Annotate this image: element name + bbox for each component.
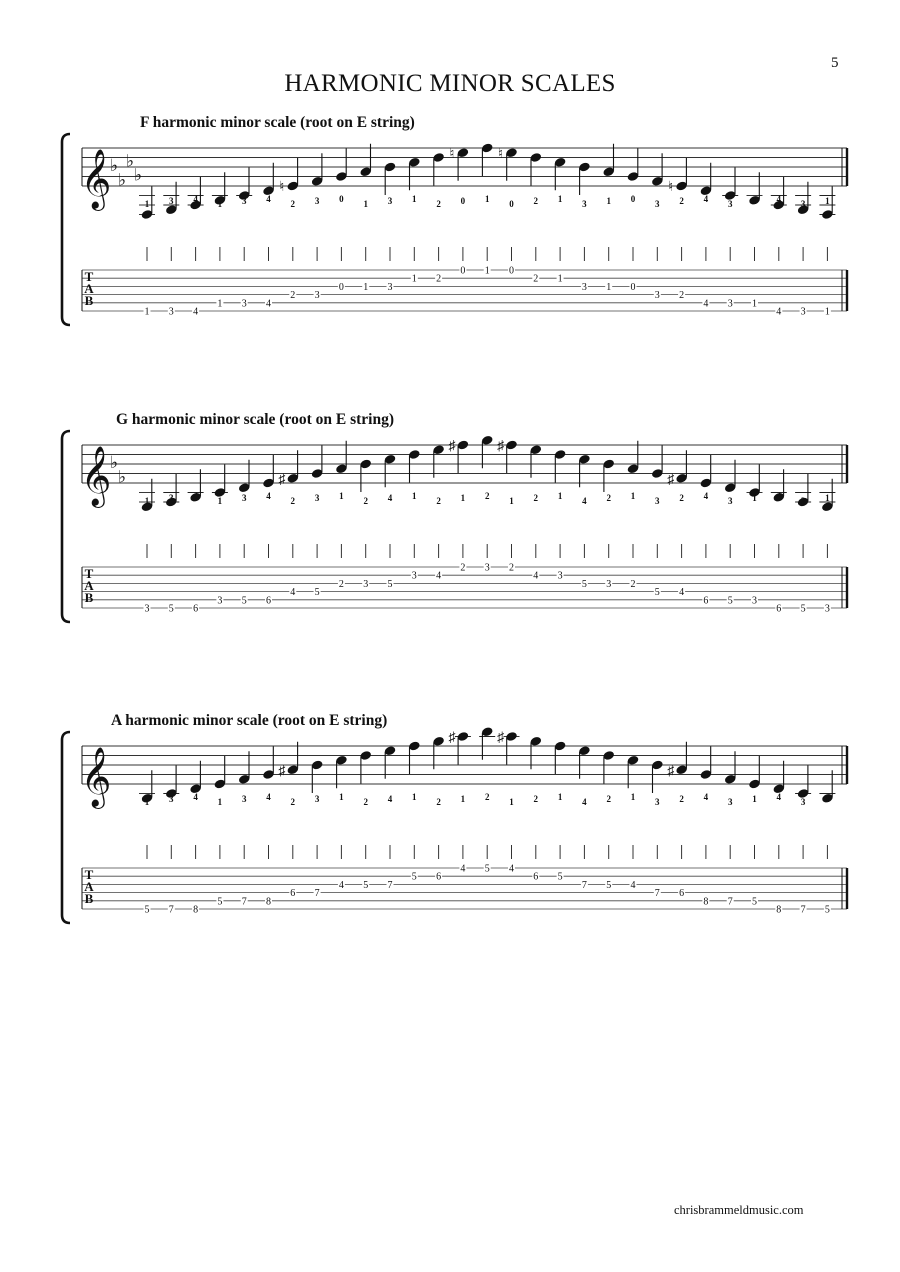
tab-fret-number: 7 [241,896,247,908]
note [311,153,324,187]
fingering-number: 1 [557,792,563,802]
tab-fret-number: 4 [533,570,539,582]
fingering-number: 4 [776,792,782,802]
sharp-accidental-icon: ♯ [667,763,675,779]
note [262,747,275,781]
tab-fret-number: 3 [314,290,320,302]
scale-title: G harmonic minor scale (root on E string) [116,411,394,428]
sharp-accidental-icon: ♯ [448,730,456,746]
tab-label-letter: A [84,578,94,593]
tab-fret-number: 2 [338,578,344,590]
system-bracket [62,431,70,622]
fingering-number: 2 [484,491,490,501]
tab-label-letter: B [84,293,94,308]
note [238,751,251,785]
fingering-number: 4 [776,194,782,204]
tab-fret-number: 3 [217,595,223,607]
fingering-number: 1 [217,797,223,807]
fingering-number: 1 [484,194,490,204]
natural-accidental-icon: ♮ [279,180,285,195]
page-number: 5 [831,55,839,71]
tab-fret-number: 5 [314,587,320,599]
note [554,740,567,774]
scale-system [58,130,858,430]
fingering-number: 1 [217,199,223,209]
fingering-number: 3 [727,496,733,506]
note [359,458,372,492]
fingering-number: 1 [144,797,150,807]
tab-fret-number: 1 [363,281,369,293]
tab-fret-number: 3 [752,595,757,607]
note [554,157,567,191]
note [699,455,712,489]
fingering-number: 2 [679,794,684,804]
fingering-number: 1 [412,491,417,501]
note [384,161,397,195]
tab-fret-number: 5 [387,578,393,590]
tab-fret-number: 3 [800,306,806,318]
note [602,750,615,784]
fingering-number: 3 [241,493,247,503]
fingering-number: 3 [800,199,806,209]
fingering-number: 1 [509,797,514,807]
tab-fret-number: 1 [557,273,563,285]
tab-fret-number: 4 [266,298,271,310]
tab-fret-number: 5 [727,595,733,607]
fingering-number: 4 [266,792,271,802]
tab-fret-number: 7 [387,879,393,891]
tab-label-letter: T [84,269,94,284]
fingering-number: 2 [436,496,441,506]
tab-fret-number: 4 [630,879,636,891]
tab-fret-number: 6 [266,595,271,607]
note [189,761,202,795]
fingering-number: 2 [606,794,611,804]
tab-fret-number: 6 [703,595,709,607]
fingering-number: 2 [533,196,539,206]
note [335,149,348,183]
fingering-number: 3 [314,196,320,206]
tab-fret-number: 3 [727,298,733,310]
sharp-accidental-icon: ♯ [497,439,504,454]
tab-fret-number: 3 [484,562,490,574]
note [651,759,664,793]
tab-fret-number: 6 [776,603,782,615]
note [772,761,785,795]
fingering-number: 3 [655,797,660,807]
tab-fret-number: 2 [436,273,442,285]
note [448,731,471,765]
natural-accidental-icon: ♮ [668,180,674,195]
note [602,144,615,178]
note [724,460,737,494]
note [432,444,445,478]
fingering-number: 2 [436,199,441,209]
tab-fret-number: 3 [654,290,660,302]
note [449,147,469,181]
note [529,152,542,186]
tab-fret-number: 3 [411,570,417,582]
note [238,460,251,494]
note [262,163,275,197]
fingering-number: 4 [582,496,587,506]
note [359,750,372,784]
tab-fret-number: 6 [193,603,199,615]
fingering-number: 2 [290,199,296,209]
natural-accidental-icon: ♮ [449,146,455,162]
tab-fret-number: 3 [387,281,393,293]
system-bracket [62,134,70,325]
tab-label-letter: T [84,566,94,581]
fingering-number: 1 [509,496,514,506]
note [262,455,275,489]
fingering-number: 4 [266,194,271,204]
note [699,163,712,197]
fingering-number: 2 [533,493,539,503]
note [432,736,445,770]
fingering-number: 2 [679,493,684,503]
note [748,756,761,790]
note [529,736,542,770]
key-signature-flat-icon: ♭ [109,156,119,175]
note [724,751,737,785]
note [479,726,495,760]
tab-fret-number: 7 [800,904,806,916]
tab-label-letter: B [84,590,94,605]
tab-fret-number: 3 [168,306,174,318]
note [498,147,518,181]
tab-fret-number: 1 [752,298,757,310]
key-signature-flat-icon: ♭ [125,151,135,171]
note [667,742,688,779]
note [578,454,591,488]
tab-fret-number: 5 [144,904,150,916]
tab-fret-number: 1 [144,306,150,318]
tab-fret-number: 2 [679,290,685,302]
tab-fret-number: 4 [460,863,466,875]
natural-accidental-icon: ♮ [497,146,504,162]
tab-fret-number: 5 [824,904,830,916]
tab-fret-number: 1 [606,281,612,293]
tab-fret-number: 6 [436,871,442,883]
tab-fret-number: 7 [727,896,733,908]
note [722,168,738,202]
fingering-number: 4 [193,792,198,802]
fingering-number: 1 [752,493,757,503]
tab-fret-number: 0 [630,281,636,293]
fingering-number: 4 [703,792,709,802]
note [213,756,226,790]
fingering-number: 2 [484,792,490,802]
fingering-number: 3 [800,496,806,506]
key-signature-flat-icon: ♭ [117,170,127,190]
tab-fret-number: 5 [557,871,563,883]
fingering-number: 1 [630,491,636,501]
tab-fret-number: 0 [509,265,514,277]
tab-fret-number: 3 [557,570,563,582]
fingering-number: 4 [703,491,709,501]
fingering-number: 1 [363,199,368,209]
fingering-number: 3 [727,199,733,209]
tab-fret-number: 2 [290,290,296,302]
fingering-number: 3 [169,794,174,804]
tab-fret-number: 5 [241,595,247,607]
note [627,755,640,789]
note [311,759,324,793]
fingering-number: 4 [387,493,393,503]
tab-fret-number: 3 [824,603,830,615]
fingering-number: 1 [557,194,563,204]
tab-fret-number: 2 [630,578,636,590]
fingering-number: 3 [387,196,393,206]
note [481,142,494,176]
note [432,152,445,186]
fingering-number: 3 [169,196,174,206]
fingering-number: 1 [752,794,757,804]
tab-fret-number: 0 [338,281,344,293]
fingering-number: 3 [727,797,733,807]
treble-clef-icon: 𝄞 [80,151,112,208]
fingering-number: 2 [606,493,611,503]
tab-fret-number: 3 [241,298,247,310]
note [578,161,591,195]
fingering-number: 2 [436,797,441,807]
tab-fret-number: 2 [533,273,539,285]
note [408,449,421,483]
fingering-number: 3 [800,797,806,807]
fingering-number: 1 [825,794,830,804]
tab-fret-number: 8 [703,896,709,908]
tab-fret-number: 4 [193,306,199,318]
fingering-number: 1 [460,493,466,503]
fingering-number: 1 [557,491,563,501]
tab-label-letter: A [84,879,94,894]
fingering-number: 1 [144,496,150,506]
fingering-number: 1 [630,792,636,802]
system-bracket [62,732,70,923]
tab-fret-number: 8 [266,896,271,908]
note [335,441,348,475]
tab-fret-number: 6 [679,888,685,900]
fingering-number: 4 [266,491,271,501]
fingering-number: 4 [582,797,587,807]
tab-fret-number: 7 [654,888,660,900]
tab-fret-number: 7 [581,879,587,891]
fingering-number: 1 [606,196,611,206]
note [627,441,640,475]
tab-fret-number: 5 [411,871,417,883]
sharp-accidental-icon: ♯ [497,730,504,746]
fingering-number: 1 [752,196,757,206]
note [408,740,421,774]
fingering-number: 2 [679,196,684,206]
scale-title: F harmonic minor scale (root on E string) [140,114,415,131]
fingering-number: 2 [363,797,368,807]
scale-title: A harmonic minor scale (root on E string) [111,712,388,729]
note [278,742,299,779]
fingering-number: 1 [339,792,344,802]
tab-fret-number: 4 [679,587,685,599]
sharp-accidental-icon: ♯ [448,439,456,454]
fingering-number: 0 [630,194,636,204]
fingering-number: 0 [509,199,514,209]
tab-fret-number: 5 [800,603,806,615]
tab-fret-number: 4 [776,306,782,318]
tab-fret-number: 8 [193,904,199,916]
page-title: HARMONIC MINOR SCALES [284,70,616,97]
note [212,465,228,499]
sharp-accidental-icon: ♯ [667,472,675,488]
fingering-number: 2 [290,496,296,506]
fingering-number: 2 [363,496,368,506]
note [627,149,640,183]
tab-fret-number: 5 [752,896,757,908]
note [602,458,615,492]
note [497,439,518,473]
note [578,745,591,779]
tab-fret-number: 1 [484,265,490,277]
treble-clef-icon: 𝄞 [80,749,112,806]
tab-fret-number: 1 [411,273,417,285]
note [529,444,542,478]
fingering-number: 2 [533,794,539,804]
tab-label-letter: T [84,867,94,882]
tab-label-letter: A [84,281,94,296]
tab-fret-number: 5 [363,879,369,891]
tab-fret-number: 4 [703,298,709,310]
tab-fret-number: 2 [509,562,514,574]
fingering-number: 1 [460,794,466,804]
key-signature-flat-icon: ♭ [133,165,143,185]
fingering-number: 3 [169,493,174,503]
note [651,153,664,187]
tab-label-letter: B [84,891,94,906]
note [667,450,688,487]
fingering-number: 2 [290,797,296,807]
tab-fret-number: 5 [654,587,660,599]
tab-fret-number: 1 [824,306,830,318]
tab-fret-number: 4 [338,879,344,891]
note [795,766,811,800]
fingering-number: 1 [339,491,344,501]
note [448,439,469,473]
tab-fret-number: 5 [581,578,587,590]
key-signature-flat-icon: ♭ [109,453,119,472]
note [311,446,324,480]
note [335,755,348,789]
tab-fret-number: 3 [606,578,612,590]
tab-fret-number: 8 [776,904,782,916]
treble-clef-icon: 𝄞 [80,448,112,505]
fingering-number: 3 [314,493,320,503]
tab-fret-number: 5 [484,863,490,875]
fingering-number: 3 [241,196,247,206]
fingering-number: 4 [193,194,198,204]
tab-fret-number: 7 [168,904,174,916]
note [481,435,494,469]
tab-fret-number: 5 [168,603,174,615]
fingering-number: 4 [776,491,782,501]
note [384,454,397,488]
tab-fret-number: 2 [460,562,466,574]
tab-fret-number: 3 [363,578,369,590]
tab-fret-number: 5 [217,896,223,908]
note [384,745,397,779]
fingering-number: 4 [703,194,709,204]
sharp-accidental-icon: ♯ [278,472,286,488]
note [359,144,372,178]
note [699,747,712,781]
tab-fret-number: 6 [533,871,539,883]
tab-fret-number: 6 [290,888,296,900]
fingering-number: 1 [412,194,417,204]
fingering-number: 4 [193,491,198,501]
scale-system [58,427,858,727]
note [278,450,299,487]
note [651,446,664,480]
fingering-number: 1 [825,493,830,503]
fingering-number: 1 [412,792,417,802]
tab-fret-number: 7 [314,888,320,900]
scale-system [58,728,858,1028]
tab-fret-number: 3 [581,281,587,293]
sharp-accidental-icon: ♯ [278,763,286,779]
fingering-number: 1 [144,199,150,209]
fingering-number: 0 [339,194,344,204]
tab-fret-number: 3 [144,603,150,615]
fingering-number: 0 [460,196,466,206]
fingering-number: 3 [582,199,587,209]
note [408,157,421,191]
fingering-number: 1 [825,196,830,206]
tab-fret-number: 0 [460,265,466,277]
note [554,449,567,483]
tab-fret-number: 4 [436,570,442,582]
fingering-number: 3 [241,794,247,804]
tab-fret-number: 1 [217,298,223,310]
note [497,731,520,765]
key-signature-flat-icon: ♭ [117,467,127,487]
tab-fret-number: 5 [606,879,612,891]
fingering-number: 4 [387,794,393,804]
fingering-number: 3 [655,199,660,209]
fingering-number: 3 [655,496,660,506]
fingering-number: 1 [217,496,223,506]
footer-website: chrisbrammeldmusic.com [674,1203,804,1217]
fingering-number: 3 [314,794,320,804]
tab-fret-number: 4 [509,863,514,875]
tab-fret-number: 4 [290,587,296,599]
